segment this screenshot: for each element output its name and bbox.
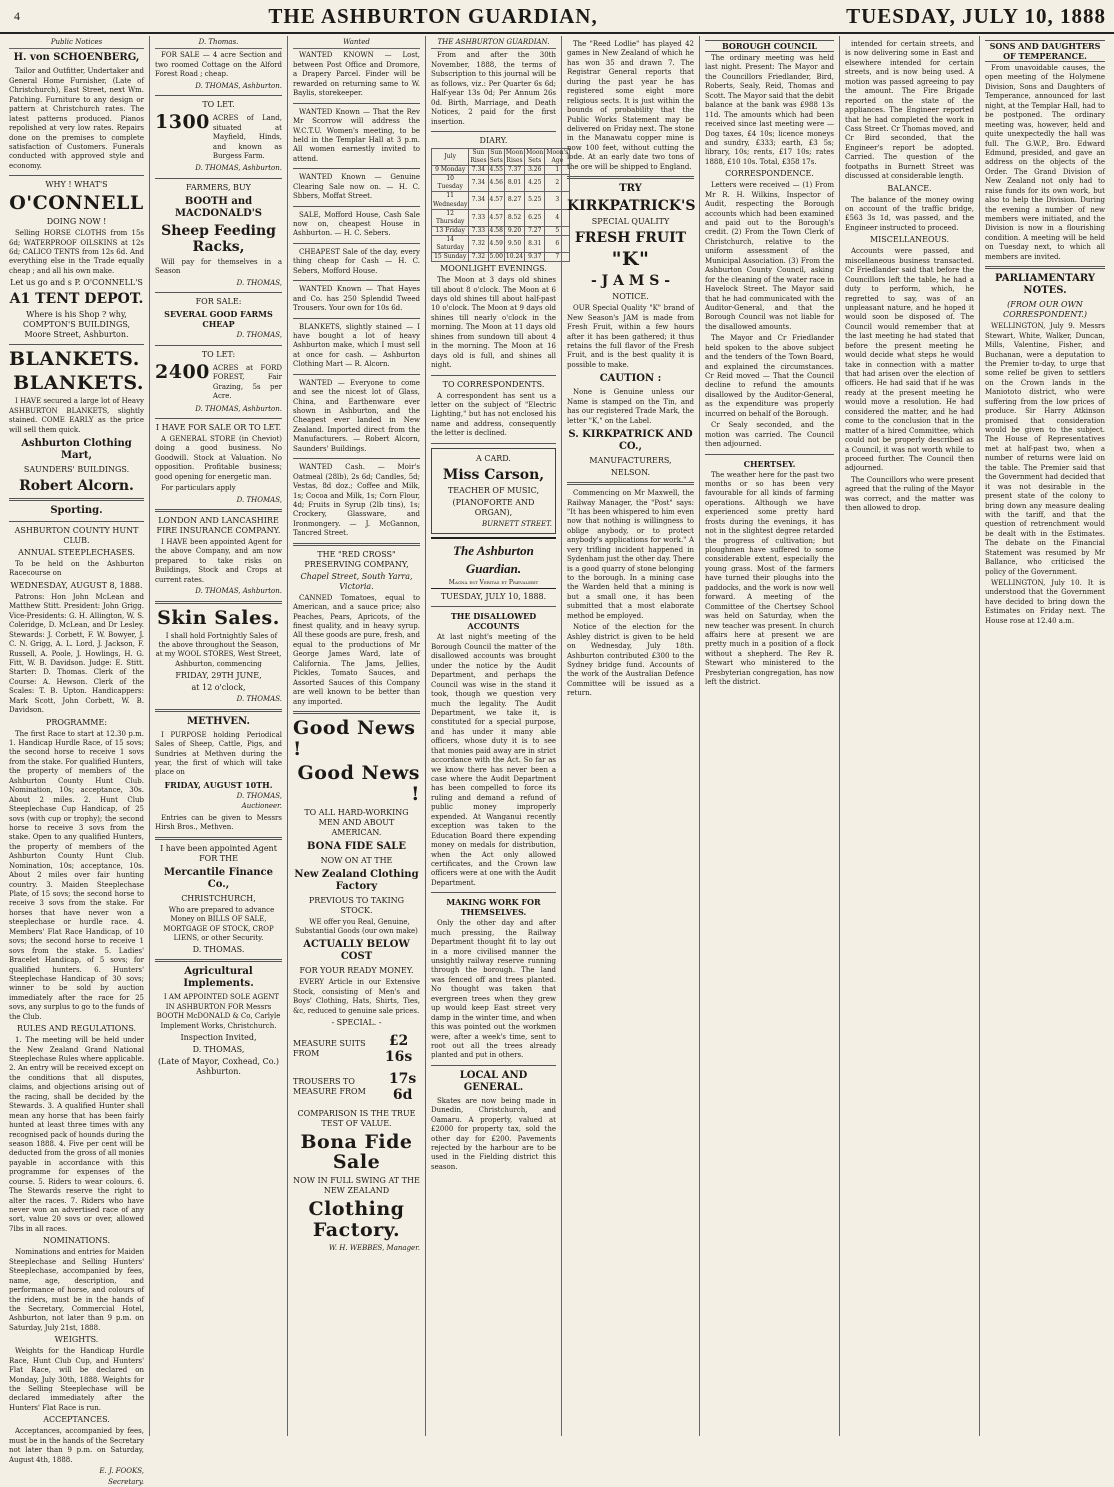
ad-signature: D. THOMAS, Ashburton. <box>195 164 282 173</box>
diary-cell: 7.33 <box>469 209 488 226</box>
diary-cell: 4.57 <box>488 192 504 209</box>
article-body: At last night's meeting of the Borough Council the matter of the disallowed accounts was brought under the notice by the Audit Department, and perhaps the Council was wise in the stand it took, though we question very much the legality. The Audit Department, we take it, is constituted for a special purpose, and has under it many able officers, whose duty it is to see that monies paid away are in strict accordance with the Act. So far as we know there has never been a case where the Audit Department has been compelled to force its ruling and demand a refund of public money improperly expended. At Wanganui recently exception was taken to the Education Board there expending money on medals for distribution, when the Act only allowed certificates, and the Crown law officers were at one with the Audit Department. <box>431 633 556 887</box>
ad-heading: BLANKETS. <box>13 372 144 395</box>
section-heading: MOONLIGHT EVENINGS. <box>440 264 547 274</box>
diary-cell: 10.24 <box>505 253 524 261</box>
diary-column-header: Moon's Age <box>546 148 569 165</box>
diary-cell: 15 Sunday <box>432 253 469 262</box>
column-5 <box>562 36 700 1436</box>
ad-body: TO ALL HARD-WORKING MEN AND ABOUT AMERICAN. <box>304 807 409 837</box>
newspaper-title: THE ASHBURTON GUARDIAN, <box>268 3 598 28</box>
article-body: WELLINGTON, July 9. Messrs Stewart, White, Walker, Duncan, Mills, Valentine, Fisher, and Buchanan, were a deputation to the Premier to-day, to urge that some relief be given to settlers on the Crown lands in the Maniototo district, who were suffering from the low prices of produce. Sir Harry Atkinson promised that consideration would be given to the subject. The House of Representatives met at half-past two, when a number of returns were laid on the table. The Premier said that the Government had decided that it was not desirable in the present state of the colony to bring down any measure dealing with the tariff, and that the question of retrenchment would be dealt with in the Estimates. The debate on the Financial Statement was resumed by Mr Ballance, who criticised the policy of the Government. <box>985 322 1105 576</box>
inner-masthead: The Ashburton Guardian. <box>453 543 534 576</box>
diary-cell: 4.56 <box>488 175 504 192</box>
column-8 <box>980 36 1110 1436</box>
diary-cell: 6 <box>545 235 570 252</box>
article-body: From unavoidable causes, the open meeting of the Holymene Division, Sons and Daughters of Temperance, announced for last night, at the Templar Hall, had to be postponed. The ordinary meeting was, however, held and quite unexpectedly the hall was full. The G.W.P., Bro. Edward Edmund, presided, and gave an address on the objects of the Order. The Grand Division of New Zealand not only had to raise funds for its own work, but also to help the Division. During the evening a number of new members were initiated, and the Division is now in a flourishing condition. A meeting will be held on Tuesday next, to which all members are invited. <box>985 64 1105 261</box>
diary-cell: 4.57 <box>488 209 504 226</box>
ad-body: For particulars apply <box>161 484 236 493</box>
ad-heading: Ashburton Clothing Mart, <box>21 437 132 461</box>
diary-cell: 9.50 <box>504 235 524 252</box>
ad-body: WE offer you Real, Genuine, Substantial Goods (our own make) <box>295 917 418 935</box>
article-body: Letters were received — (1) From Mr R. H. Wilkins, Inspector of Audit, respecting the Borough accounts which had been examined and paid out to the Borough's credit. (2) From the Town Clerk of Christchurch, relative to the uniform assessment of the Municipal Association. (3) From the Ashburton County Council, asking for the cleaning of the water race in Havelock Street. The Mayor said that he had communicated with the Auditor-General, and that the Borough Council was not liable for the disallowed amounts. <box>705 181 834 331</box>
ad-body: Let us go and s P. O'CONNELL'S <box>10 278 143 288</box>
diary-cell: 4.55 <box>489 166 503 174</box>
ad-heading: LONDON AND LANCASHIRE FIRE INSURANCE COMPANY. <box>156 516 281 535</box>
ad-signature: Secretary. <box>108 1477 144 1486</box>
diary-cell: 6.25 <box>525 209 545 226</box>
article-body: WELLINGTON, July 10. It is understood that the Government have decided to bring down the Estimates on Friday next. The House rose at 12.40 a.m. <box>985 579 1105 625</box>
diary-cell: 7.32 <box>469 235 488 252</box>
ad-heading: METHVEN. <box>187 715 250 727</box>
ad-signature: Robert Alcorn. <box>19 477 134 494</box>
diary-cell: 9.37 <box>525 253 545 262</box>
ad-body: To be held on the Ashburton Racecourse on <box>9 560 144 578</box>
ad-heading: BONA FIDE SALE <box>307 840 406 852</box>
ad-body: (PIANOFORTE AND ORGAN), <box>452 497 535 517</box>
diary-column-header: Moon Rises <box>505 148 524 165</box>
ad-body: FOR SALE — 4 acre Section and two roomed Cottage on the Alford Forest Road ; cheap. <box>155 51 282 79</box>
diary-cell: 3 <box>545 192 570 209</box>
diary-column-header: Sun Sets <box>489 148 503 165</box>
ad-heading: ACTUALLY BELOW COST <box>303 939 410 963</box>
column-header: THE ASHBURTON GUARDIAN. <box>431 38 556 49</box>
ad-body: A GENERAL STORE (in Cheviot) doing a good business. No Goodwill. Stock at Valuation. No opposition. Profitable business; good opening for energetic man. <box>155 434 282 481</box>
ad-body: Nominations and entries for Maiden Steeplechase and Selling Hunters' Steeplechase, accompanied by fees, name, age, description, and performance of horse, and colours of the riders, must be in the hands of the Secretary, Commercial Hotel, Ashburton, not later than 9 p.m. on Saturday, July 21st, 1888. <box>9 1248 144 1332</box>
ad-signature: D. THOMAS, Ashburton. <box>195 404 282 413</box>
diary-cell: 4.25 <box>525 175 545 192</box>
ad-heading: THE "RED CROSS" PRESERVING COMPANY, <box>304 549 409 569</box>
ad-heading: Skin Sales. <box>157 606 280 629</box>
section-heading: PROGRAMME: <box>45 717 108 727</box>
diary-cell: 4 <box>545 209 570 226</box>
diary-cell: 7.32 <box>469 253 488 262</box>
masthead-motto: Magna est Veritas et Prævalebit <box>448 579 539 587</box>
wanted-notice: WANTED Cash. — Moir's Oatmeal (28lb), 2s 6d; Candles, 5d; Vestas, 8d doz.; Coffee and Milk, 1s; Cocoa and Milk, 1s; Corn Flour, 4d; Fruits in Syrup (2lb tins), 1s; Crockery, Glassware, and Ironmongery. — J. McGannon, Tancred Street. <box>293 463 420 538</box>
ad-heading: TRY <box>619 183 642 195</box>
column-7 <box>840 36 980 1436</box>
page-number: 4 <box>14 8 20 23</box>
ad-heading: ANNUAL STEEPLECHASES. <box>18 548 135 558</box>
diary-cell: 7.34 <box>469 192 488 209</box>
diary-row <box>432 226 570 235</box>
issue-date: TUESDAY, JULY 10, 1888 <box>846 3 1106 28</box>
ad-signature: D. THOMAS, <box>236 331 282 340</box>
article-heading: CHERTSEY. <box>743 458 796 469</box>
diary-cell: 5 <box>545 226 570 235</box>
ad-heading: WHY ! WHAT'S <box>45 180 108 190</box>
diary-cell: 14 Saturday <box>432 235 469 252</box>
diary-cell: 8.27 <box>504 192 524 209</box>
article-body: Cr Sealy seconded, and the motion was carried. The Council then adjourned. <box>705 421 834 449</box>
ad-body: MANUFACTURERS, <box>589 456 672 466</box>
ad-heading: ASHBURTON COUNTY HUNT CLUB. <box>14 526 139 546</box>
diary-cell: 12 Thursday <box>432 209 469 226</box>
ad-body: Selling HORSE CLOTHS from 15s 6d; WATERPROOF OILSKINS at 12s 6d; CALICO TENTS from 12s 6d. And everything else in the Trade equally cheap ; and all his own make. <box>9 229 144 275</box>
article-body: The balance of the money owing on account of the traffic bridge, £563 3s 1d, was passed, and the Engineer instructed to proceed. <box>845 195 974 232</box>
ad-body: SEVERAL GOOD FARMS CHEAP <box>164 309 273 330</box>
ad-body: BURNETT STREET. <box>481 519 552 528</box>
diary-row <box>432 253 570 262</box>
ad-heading: H. von SCHOENBERG, <box>13 52 140 64</box>
ad-heading: FARMERS, BUY <box>186 182 251 192</box>
ad-body: COMPARISON IS THE TRUE TEST OF VALUE. <box>297 1108 416 1128</box>
ad-heading: CHRISTCHURCH, <box>181 893 256 903</box>
section-heading: MISCELLANEOUS. <box>869 235 950 245</box>
article-body: The Moon at 3 days old shines till about 8 o'clock. The Moon at 6 days old shines till about half-past 10 o'clock. The Moon at 9 days old shines till nearly o'clock in the morning. The Moon at 11 days old shines from sundown till about 4 in the morning. The Moon at 16 days old is full, and shines all night. <box>431 276 556 370</box>
article-body: The Councillors who were present agreed that the ruling of the Mayor was correct, and the matter was then allowed to drop. <box>845 475 974 513</box>
ad-body: EVERY Article in our Extensive Stock, consisting of Men's and Boys' Clothing, Hats, Shirts, Ties, &c, reduced to genuine sale prices. <box>293 978 420 1015</box>
ad-signature: D. THOMAS, <box>192 1045 245 1055</box>
ad-body: Weights for the Handicap Hurdle Race, Hunt Club Cup, and Hunters' Flat Race, will be declared on Monday, July 30th, 1888. Weights for the Selling Steeplechase will be declared immediately after the Hunters' Flat Race is run. <box>9 1347 144 1412</box>
ad-body: Tailor and Outfitter, Undertaker and General Home Furnisher, (Late of Christchurch), East Street, next Wm. Patching. Furniture to any design or pattern at Christchurch rates. The latest patterns produced. Pianos repolished at very low rates. Repairs done on the premises to complete satisfaction of Customers. Funerals conducted with approved style and economy. <box>9 67 144 170</box>
diary-row <box>432 209 570 226</box>
ad-body: I HAVE secured a large lot of Heavy ASHBURTON BLANKETS, slightly stained. COME EARLY as the price will sell them quick. <box>9 397 144 434</box>
ad-heading: TO LET: <box>201 349 236 359</box>
diary-cell: 9.20 <box>504 226 524 235</box>
section-heading: DIARY. <box>479 135 508 145</box>
wanted-notice: WANTED Known — That the Rev Mr Scorrow will address the W.C.T.U. Women's meeting, to be held in the Templar Hall at 3 p.m. All women earnestly invited to attend. <box>293 107 420 163</box>
ad-body: None is Genuine unless our Name is stamped on the Tin, and has our registered Trade Mark, the letter "K," on the Label. <box>567 388 694 425</box>
ad-signature: E. J. FOOKS, <box>99 1467 144 1476</box>
wanted-notice: SALE, Mofford House, Cash Sale now on, cheapest House in Ashburton. — H. C. Sebers. <box>293 210 420 238</box>
article-body: The weather here for the past two months or so has been very favourable for all kinds of farming operations. Although we have experienced some pretty hard frosts during the evenings, it has not in the slightest degree retarded the progress of cultivation; but ploughmen have suffered to some considerable extent, especially the young grass. Most of the farmers have turned their ploughs into the paddocks, and the work is now well forward. A meeting of the Committee of the Chertsey School was held on Saturday, when the new teacher was present. In church affairs here at present we are pretty much in a position of a flock without a shepherd. The Rev R. Stewart who ministered to the Presbyterian congregation, has now left the district. <box>705 470 834 687</box>
article-body: Skates are now being made in Dunedin, Christchurch, and Oamaru. A property, valued at £2000 for property tax, sold the other day for £200. Pavements rejected by the harbour are to be used in the Fielding district this season. <box>431 1096 556 1171</box>
article-body: Commencing on Mr Maxwell, the Railway Manager, the "Post" says: "It has been whispered to him even now that nothing is willingness to oblige anybody, or to protect anybody's applications for work." A very trifling incident happened in Sydenham just the other day. There is a good quarry of stone belonging to the borough. In a mining case the Warden held that a mining is but a small one, it has been submitted that a most elaborate method be employed. <box>567 489 694 620</box>
section-heading: ACCEPTANCES. <box>43 1415 110 1425</box>
section-heading: CORRESPONDENCE. <box>725 169 814 179</box>
section-heading: TO CORRESPONDENTS. <box>442 379 545 389</box>
ad-body: NOW ON AT THE <box>320 855 393 865</box>
diary-table <box>431 148 570 262</box>
ad-heading: Good News ! <box>297 761 420 805</box>
ad-heading: A CARD. <box>476 453 511 463</box>
ad-body: I shall hold Fortnightly Sales of the above throughout the Season, at my WOOL STORES, West Street, Ashburton, commencing <box>155 631 282 668</box>
diary-cell: 7 <box>545 253 570 262</box>
section-heading: BALANCE. <box>887 183 932 193</box>
ad-body: NELSON. <box>610 468 651 478</box>
ad-body: FOR YOUR READY MONEY. <box>299 966 414 976</box>
ad-subheading: NOTICE. <box>612 292 649 302</box>
ad-body: ACRES of Land, situated at Mayfield, Hinds, and known as Burgess Farm. <box>212 114 282 160</box>
diary-cell: 13 Friday <box>432 226 469 235</box>
section-heading: WEIGHTS. <box>54 1335 99 1345</box>
article-body: The "Reed Lodlie" has played 42 games in New Zealand of which he has won 35 and drawn 7. The Registrar General reports that during the past year he has registered some eight more religious sects. It is just within the bounds of probability that the Public Works Statement may be delivered on Friday next. The stone in the Manawatu copper mine is now 100 feet, without cutting the lode. At an early date two tons of the ore will be shipped to England. <box>567 40 694 171</box>
ad-heading: Clothing Factory. <box>308 1198 405 1242</box>
ad-signature: Auctioneer. <box>241 802 282 811</box>
article-body: Accounts were passed, and miscellaneous business transacted. Cr Friedlander said that before the Councillors left the table, he had a duty to perform, which, he regretted to say, was of an unpleasant nature, and he hoped it would soon be disposed of. The Council would remember that at the last meeting he had stated that before the present meeting he would decide what steps he would take in connection with a matter that had arisen over the election of officers. He had said that if he was ready at the present meeting he would move a resolution. He had considered the matter, and he had come to the conclusion that in the matter of a hired Committee, which could not be properly described as a Council, it was not worth while to proceed further. The Council then adjourned. <box>845 247 974 473</box>
article-body: A correspondent has sent us a letter on the subject of "Electric Lighting," but has not enclosed his name and address, consequently the letter is declined. <box>431 391 556 438</box>
card-advert <box>431 448 556 535</box>
ad-heading: Agricultural Implements. <box>183 966 254 990</box>
diary-cell: 3.26 <box>525 166 545 175</box>
ad-signature: D. THOMAS. <box>192 945 245 955</box>
diary-row <box>432 192 570 209</box>
ad-body: Who are prepared to advance Money on BILLS OF SALE, MORTGAGE OF STOCK, CROP LIENS, or other Security. <box>163 905 275 942</box>
ad-body: Acceptances, accompanied by fees, must be in the hands of the Secretary not later than 9 p.m. on Saturday, August 4th, 1888. <box>9 1427 144 1464</box>
ad-body: SAUNDERS' BUILDINGS. <box>23 464 130 474</box>
ad-heading: O'CONNELL <box>9 192 144 215</box>
ad-body: TEACHER OF MUSIC, <box>447 485 540 495</box>
article-heading: PARLIAMENTARY NOTES. <box>995 273 1095 297</box>
diary-cell: 7.33 <box>469 226 488 235</box>
ad-heading: Bona Fide Sale <box>300 1130 413 1174</box>
diary-cell: 7.37 <box>504 166 524 175</box>
ad-heading: FRESH FRUIT <box>574 230 687 247</box>
column-6 <box>700 36 840 1436</box>
ad-heading: S. KIRKPATRICK AND CO., <box>568 429 693 453</box>
event-date: WEDNESDAY, AUGUST 8, 1888. <box>10 580 143 590</box>
article-body: Notice of the election for the Ashley district is given to be held on Wednesday, July 18th. Ashburton contributed £300 to the Sydney bridge fund. Accounts of the work of the Australian Defence Committee will be issued as a return. <box>567 623 694 698</box>
ad-heading: Good News ! <box>293 716 416 760</box>
ad-body: Patrons: Hon John McLean and Matthew Stitt. President: John Grigg. Vice-Presidents: G. H. Allington, W. S. Coleridge, D. McLean, and Dr Lesley. Stewards: J. Corbett, F. W. Bowyer, J. C. N. Grigg, A. L. Lord, J. Jackson, F. Russell, A. Poole, J. Howlings, H. G. Fitt, W. B. Davidson. Judge: E. Stitt. Starter: D. Thomas. Clerk of the Course: A. Hewson. Clerk of the Scales: T. B. Upton. Handicappers: Mark Scott, John Corbett, W. B. Davidson. <box>9 592 144 715</box>
diary-cell: 8.01 <box>504 175 524 192</box>
article-heading: BOROUGH COUNCIL <box>705 40 834 52</box>
ad-signature: D. THOMAS, Ashburton. <box>195 587 282 596</box>
ad-figure: 2400 <box>155 360 210 383</box>
diary-cell: 4.58 <box>489 226 503 234</box>
ad-body: SPECIAL QUALITY <box>591 217 670 227</box>
diary-cell: 5.25 <box>525 192 545 209</box>
column-3 <box>288 36 426 1436</box>
ad-signature: W. H. WEBBES, Manager. <box>328 1244 420 1253</box>
ad-body: I AM APPOINTED SOLE AGENT IN ASHBURTON FOR Messrs BOOTH McDONALD & Co, Carlyle Implement Works, Christchurch. <box>156 993 281 1030</box>
ad-heading: Mercantile Finance Co., <box>164 866 273 890</box>
ad-heading: A1 TENT DEPOT. <box>9 291 144 308</box>
ad-heading: - J A M S - <box>590 273 671 290</box>
price-label: MEASURE SUITS FROM <box>293 1039 366 1059</box>
ad-signature: D. THOMAS, <box>236 791 282 800</box>
diary-cell: 4.59 <box>488 235 504 252</box>
ad-heading: Miss Carson, <box>442 466 545 483</box>
section-heading: RULES AND REGULATIONS. <box>16 1024 137 1034</box>
diary-column-header: July <box>432 148 469 165</box>
ad-body: I HAVE been appointed Agent for the above Company, and am now prepared to take risks on Buildings, Stock and Crops at current rates. <box>155 538 282 584</box>
event-time: at 12 o'clock, <box>191 683 246 693</box>
wanted-notice: CHEAPEST Sale of the day, every thing cheap for Cash — H. C. Sebers, Mofford House. <box>293 247 420 275</box>
ad-body: Entries can be given to Messrs Hirsh Bros., Methven. <box>155 813 282 832</box>
ad-body: CANNED Tomatoes, equal to American, and a sauce price; also Peaches, Pears, Apricots, of the finest quality, and in heavy syrup. All these goods are pure, fresh, and equal to the productions of Mr George James Ward, late of California. The Jams, Jellies, Pickles, Tomato Sauces, and Assorted Sauces of this Company are well known to be better than any imported. <box>293 593 420 706</box>
event-date: FRIDAY, AUGUST 10TH. <box>164 779 273 790</box>
diary-cell: 10 Tuesday <box>432 175 469 192</box>
masthead <box>0 0 1114 34</box>
ad-heading: "K" <box>611 248 650 271</box>
column-header: D. Thomas. <box>155 38 282 49</box>
ad-body: OUR Special Quality "K" brand of New Season's JAM is made from Fresh Fruit, within a few hours after it has been gathered; it thus retains the full flavor of the Fresh Fruit, and is the best quality it is possible to make. <box>567 304 694 369</box>
ad-heading: I have been appointed Agent FOR THE <box>160 843 277 863</box>
ad-heading: FOR SALE: <box>195 297 242 307</box>
article-heading: SONS AND DAUGHTERS OF TEMPERANCE. <box>985 40 1105 62</box>
article-body: intended for certain streets, and is now delivering some in East and elsewhere intended for certain streets, and is now being used. A motion was passed agreeing to pay the amount. The Fire Brigade reported on the state of the appliances. The Engineer reported that he had completed the work in Cass Street. Cr Thomas moved, and Cr Bird seconded, that the Engineer's report be adopted. Carried. The question of the footpaths in Burnett Street was discussed at considerable length. <box>845 40 974 181</box>
column-header: Wanted <box>293 38 420 49</box>
price-value: 17s 6d <box>388 1071 417 1104</box>
article-body: The ordinary meeting was held last night. Present: The Mayor and the Councillors Friedlander, Bird, Roberts, Sealy, Reid, Thomas and Scott. The Mayor said that the debit balance at the bank was £988 13s 11d. The amounts which had been received since last meeting were — Dog taxes, £4 10s; licence moneys and sundry, £333; earth, £3 5s; library, 10s; rents, £17 10s; rates 1888, £10 10s. Total, £358 17s. <box>705 54 834 166</box>
ad-body: Where is his Shop ? why, COMPTON'S BUILDINGS, Moore Street, Ashburton. <box>22 310 131 340</box>
ad-body: Will pay for themselves in a Season <box>155 258 282 276</box>
diary-cell: 8.52 <box>504 209 524 226</box>
diary-column-header: Sun Rises <box>470 148 487 165</box>
issue-date: TUESDAY, JULY 10, 1888. <box>440 592 547 602</box>
diary-cell: 11 Wednesday <box>433 192 468 208</box>
wanted-notice: WANTED KNOWN — Lost, between Post Office and Dromore, a Drapery Parcel. Finder will be rewarded on returning same to W. Baylis, storekeeper. <box>293 51 420 98</box>
ad-signature: D. THOMAS. <box>236 695 282 704</box>
ad-heading: BLANKETS. <box>9 348 140 371</box>
ad-heading: - SPECIAL. - <box>331 1018 382 1028</box>
wanted-notice: WANTED — Everyone to come and see the nicest lot of Glass, China, and Earthenware ever shown in Ashburton, and the Cheapest ever landed in New Zealand. Imported direct from the Manufacturers. — Robert Alcorn, Saunders' Buildings. <box>293 378 420 453</box>
diary-cell: 8.31 <box>525 235 545 252</box>
ad-body: Chapel Street, South Yarra, Victoria. <box>300 571 413 591</box>
ad-heading: TO LET. <box>202 100 235 110</box>
diary-row <box>432 175 570 192</box>
subscription-terms: From and after the 30th November, 1888, the terms of Subscription to this journal will be as follows, viz.: Per Quarter 6s 6d; Half-year 13s 0d; Per Annum 26s 0d. Birth, Marriage, and Death Notices, 2 paid for the first insertion. <box>431 51 556 126</box>
ad-body: Inspection Invited, <box>180 1033 257 1043</box>
ad-signature: D. THOMAS, <box>236 278 282 287</box>
wanted-notice: WANTED Known — That Hayes and Co. has 250 Splendid Tweed Trousers. Your own for 10s 6d. <box>293 285 420 313</box>
article-heading: MAKING WORK FOR THEMSELVES. <box>446 897 541 918</box>
ad-heading: KIRKPATRICK'S <box>567 198 696 215</box>
diary-cell: 7.34 <box>469 166 488 175</box>
diary-cell: 5.00 <box>489 253 503 261</box>
ad-subheading: DOING NOW ! <box>46 217 107 227</box>
diary-cell: 1 <box>545 166 570 175</box>
article-body: Only the other day and after much pressing, the Railway Department thought fit to lay out in a more civilised manner the unsightly railway reserve running through the borough. The land was fenced off and trees planted. No thought was taken that evergreen trees when they grew up would keep East street very damp in the winter time, and when this was pointed out the workmen were, after a week's time, sent to root out all the trees already planted and put in others. <box>431 919 556 1060</box>
ad-body: PREVIOUS TO TAKING STOCK. <box>308 895 405 915</box>
ad-heading: Sheep Feeding Racks, <box>161 222 276 255</box>
column-header: Public Notices <box>9 38 144 49</box>
price-label: TROUSERS TO MEASURE FROM <box>293 1077 366 1097</box>
ad-body: 1. The meeting will be held under the New Zealand Grand National Steeplechase Rules where applicable. 2. An entry will be received except on the conditions that all disputes, claims, and objections arising out of the racing, shall be decided by the Stewards. 3. A qualified Hunter shall mean any horse that has been fairly hunted at least three times with any recognised pack of hounds during the season 1888. 4. Five per cent will be deducted from the gross of all monies payable in accordance with this programme for expenses of the course. 5. Riders to wear colours. 6. The Stewards reserve the right to alter the races. 7. Riders who have never won an advertised race of any sort, value 20 sovs or over, allowed 7lbs in all races. <box>9 1036 144 1233</box>
ad-heading: BOOTH and MACDONALD'S <box>174 195 263 219</box>
ad-heading: I HAVE FOR SALE OR TO LET. <box>155 422 282 432</box>
ad-body: ACRES at FORD FOREST, Fair Grazing, 5s per Acre. <box>212 363 282 401</box>
wanted-notice: BLANKETS, slightly stained — I have bought a lot of heavy Ashburton make, which I must sell at once for cash. — Ashburton Clothing Mart — R. Alcorn. <box>293 322 420 369</box>
diary-row <box>432 235 570 252</box>
diary-row <box>432 166 570 175</box>
event-date: FRIDAY, 29TH JUNE, <box>175 671 262 681</box>
article-heading: THE DISALLOWED ACCOUNTS <box>450 611 537 632</box>
diary-cell: 9 Monday <box>432 166 469 175</box>
ad-body: NOW IN FULL SWING AT THE NEW ZEALAND <box>293 1176 420 1196</box>
column-1 <box>4 36 150 1486</box>
ad-signature: D. THOMAS, Ashburton. <box>195 81 282 90</box>
diary-column-header: Moon Sets <box>526 148 544 165</box>
ad-figure: 1300 <box>155 111 210 134</box>
ad-body: (Late of Mayor, Coxhead, Co.) Ashburton. <box>157 1057 280 1077</box>
ad-heading: CAUTION : <box>599 373 662 385</box>
article-heading: LOCAL AND GENERAL. <box>459 1069 528 1093</box>
article-subheading: (FROM OUR OWN CORRESPONDENT.) <box>1002 300 1088 320</box>
column-4 <box>426 36 569 1436</box>
diary-cell: 2 <box>545 175 570 192</box>
section-heading: NOMINATIONS. <box>42 1236 111 1246</box>
diary-cell: 7.27 <box>525 226 545 235</box>
column-2 <box>150 36 288 1436</box>
ad-signature: D. THOMAS, <box>236 495 282 504</box>
page-columns <box>4 36 1110 1486</box>
article-body: The Mayor and Cr Friedlander held spoken to the above subject and the tenders of the Town Board, and explained the circumstances. Cr Reid moved — That the Council decline to refund the amounts disallowed by the Auditor-General, as the expenditure was properly incurred on behalf of the Borough. <box>705 334 834 418</box>
diary-cell: 7.34 <box>469 175 488 192</box>
price-value: £2 16s <box>384 1033 413 1066</box>
ad-heading: New Zealand Clothing Factory <box>294 868 419 892</box>
wanted-notice: WANTED Known — Genuine Clearing Sale now on. — H. C. Sbbers, Moffat Street. <box>293 173 420 201</box>
ad-body: I PURPOSE holding Periodical Sales of Sheep, Cattle, Pigs, and Sundries at Methven during the year, the first of which will take place on <box>155 730 282 777</box>
ad-body: The first Race to start at 12.30 p.m. 1. Handicap Hurdle Race, of 15 sovs; the second horse to receive 1 sovs from the stake. For qualified Hunters, the property of members of the Ashburton County Hunt Club. Nomination, 10s; acceptance, 30s. About 2 miles. 2. Hunt Club Steeplechase Cup Handicap, of 25 sovs (with cup or trophy); the second horse to receive 3 sovs from the stake. Open to any qualified Hunters, the property of members of the Ashburton County Hunt Club. Nomination, 10s; acceptance, 10s. About 2 miles over fair hunting country. 3. Maiden Steeplechase Plate, of 15 sovs; the second horse to receive 3 sovs from the stake. For horses that have never won a steeplechase or hurdle race. 4. Members' Flat Race Handicap, of 10 sovs; the second horse to receive 1 sovs from the stake. 5. Ladies' Bracelet Handicap, of 5 sovs; for qualified hunters. 6. Hunters' Steeplechase Handicap of 30 sovs; winner to be sold by auction immediately after the race for 25 sovs, any surplus to go to the funds of the Club. <box>9 729 144 1021</box>
section-heading: Sporting. <box>50 505 103 517</box>
